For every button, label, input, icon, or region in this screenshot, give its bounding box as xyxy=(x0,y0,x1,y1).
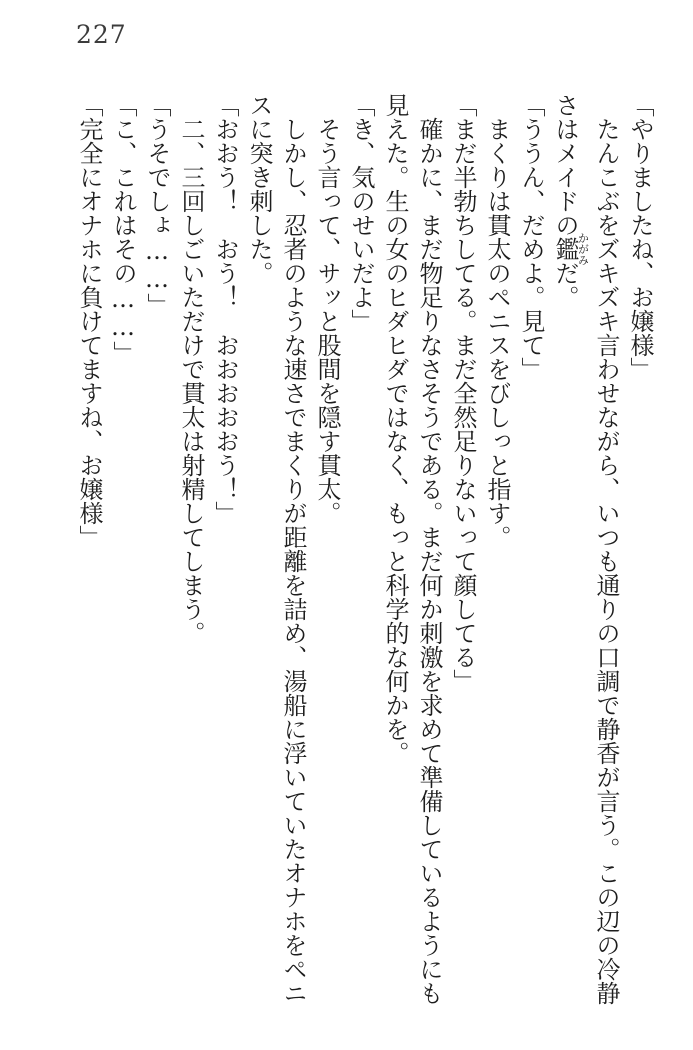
ruby-annotated-char: 鑑かがみ xyxy=(551,232,590,266)
text-line: まくりは貫太のペニスをびしっと指す。 xyxy=(483,117,511,549)
text-block xyxy=(72,93,657,1031)
text-line: 「やりましたね、お嬢様」 xyxy=(626,93,654,381)
text-line: 「おおう！ おう！ おおおおおう！」 xyxy=(211,93,239,525)
text-line: さはメイドの鑑かがみだ。 xyxy=(551,93,590,309)
text-line: 「き、気のせいだよ」 xyxy=(347,93,375,333)
text-line: 「こ、これはその……」 xyxy=(109,93,137,365)
text-line: 「まだ半勃ちしてる。まだ全然足りないって顔してる」 xyxy=(449,93,477,693)
text-line: しかし、忍者のような速さでまくりが距離を詰め、湯船に浮いていたオナホをペニ xyxy=(279,117,307,1005)
text-line: スに突き刺した。 xyxy=(245,93,273,285)
text-line: 二、三回しごいただけで貫太は射精してしまう。 xyxy=(177,117,205,645)
text-line: 確かに、まだ物足りなさそうである。まだ何か刺激を求めて準備しているようにも xyxy=(415,117,443,1005)
text-line: たんこぶをズキズキ言わせながら、いつも通りの口調で静香が言う。この辺の冷静 xyxy=(592,117,620,1005)
text-line: そう言って、サッと股間を隠す貫太。 xyxy=(313,117,341,525)
text-line: 見えた。生の女のヒダヒダではなく、もっと科学的な何かを。 xyxy=(381,93,409,765)
text-line: 「完全にオナホに負けてますね、お嬢様」 xyxy=(75,93,103,549)
text-line: 「ううん、だめよ。見て」 xyxy=(517,93,545,381)
page-number: 227 xyxy=(76,20,127,49)
text-line: 「うそでしょ……」 xyxy=(143,93,171,317)
